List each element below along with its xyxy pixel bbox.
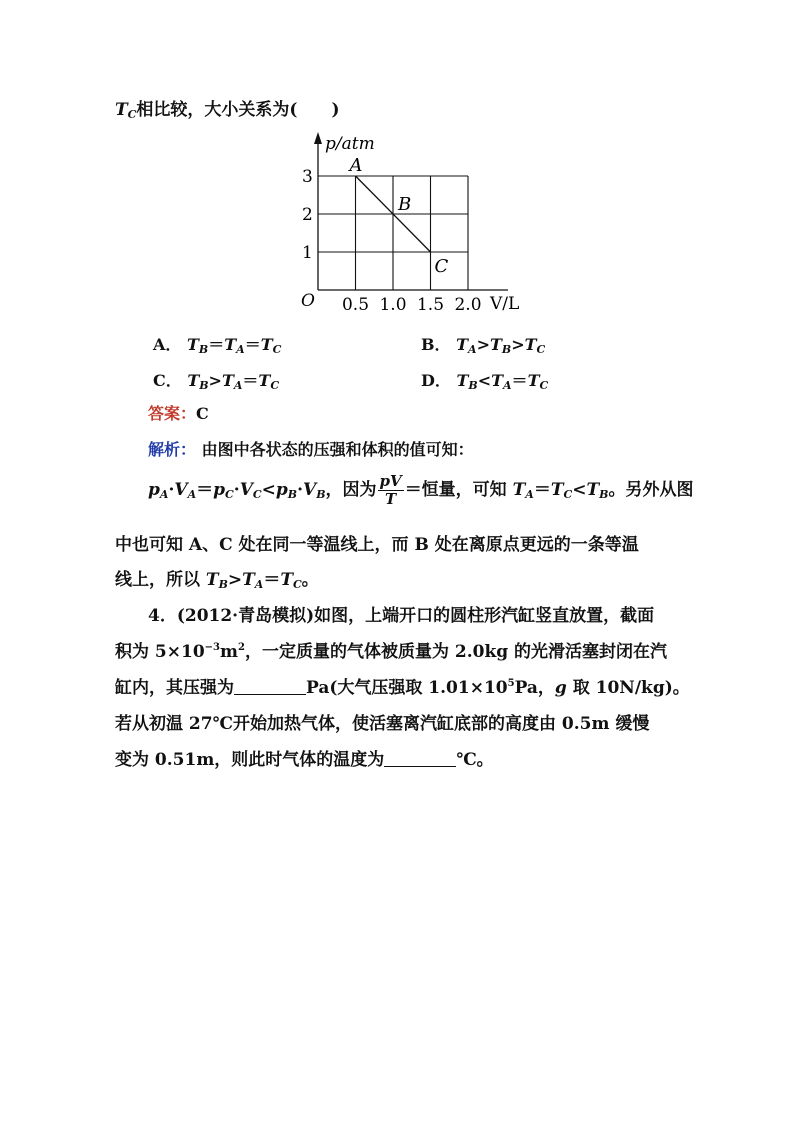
y-tick-label: 1 [302,243,313,263]
origin-label: O [301,291,315,311]
point-label-a: A [349,155,363,176]
intro-text: 相比较，大小关系为( ) [136,100,340,120]
option-b: B． $T_A>T_B>T_C$ [421,335,546,356]
y-axis-arrow [314,132,322,144]
intro-var: T [115,100,128,120]
pv-graph [290,128,550,318]
option-a: A． $T_B=T_A=T_C$ [153,335,282,356]
point-label-b: B [398,194,412,215]
pv-over-t-fraction: $\frac{pV}{T}$ [379,472,402,508]
analysis-line-2: $p_A\cdot V_A=p_C\cdot V_C<p_B\cdot V_B$，因为 $\frac{pV}{T}$ ＝恒量，可知 $T_A=T_C<T_B$。另外从图 [148,472,694,508]
q4-line-4: 若从初温 27℃开始加热气体，使活塞离汽缸底部的高度由 0.5m 缓慢 [115,714,650,734]
x-axis-label: V/L [490,294,520,314]
answer-value: C [196,404,209,423]
x-tick-label: 1.5 [416,295,445,315]
x-tick-label: 2.0 [454,295,482,315]
pressure-blank [234,680,306,695]
option-d: D． $T_B<T_A=T_C$ [421,371,549,392]
q4-line-1: 4．(2012·青岛模拟)如图，上端开口的圆柱形汽缸竖直放置，截面 [148,606,655,626]
point-label-c: C [434,256,449,277]
q4-line-5: 变为 0.51m，则此时气体的温度为 ℃。 [115,750,494,770]
intro-line [115,100,340,121]
temperature-blank [384,752,456,767]
analysis-line-1: 解析： 由图中各状态的压强和体积的值可知： [148,440,474,459]
x-tick-label: 0.5 [341,295,370,315]
option-c: C． $T_B>T_A=T_C$ [153,371,280,392]
analysis-line-3: 中也可知 A、C 处在同一等温线上，而 B 处在离原点更远的一条等温 [115,535,639,555]
y-axis-label: p/atm [325,134,375,154]
intro-sub: C [127,108,137,121]
answer-label: 答案： [148,404,197,423]
analysis-label: 解析： [148,440,197,459]
y-tick-label: 3 [302,167,313,187]
y-tick-label: 2 [302,205,313,225]
q4-line-2: 积为 $5\times 10^{-3}m^2$，一定质量的气体被质量为 2.0kg 的光滑活塞封闭在汽 [115,642,668,662]
x-tick-label: 1.0 [379,295,407,315]
q4-line-3: 缸内，其压强为 Pa(大气压强取 $1.01\times 10^5Pa$，g 取 10N/kg)。 [115,678,690,698]
analysis-line-4: 线上，所以 $T_B>T_A=T_C$。 [115,570,319,591]
answer-line [148,404,209,423]
